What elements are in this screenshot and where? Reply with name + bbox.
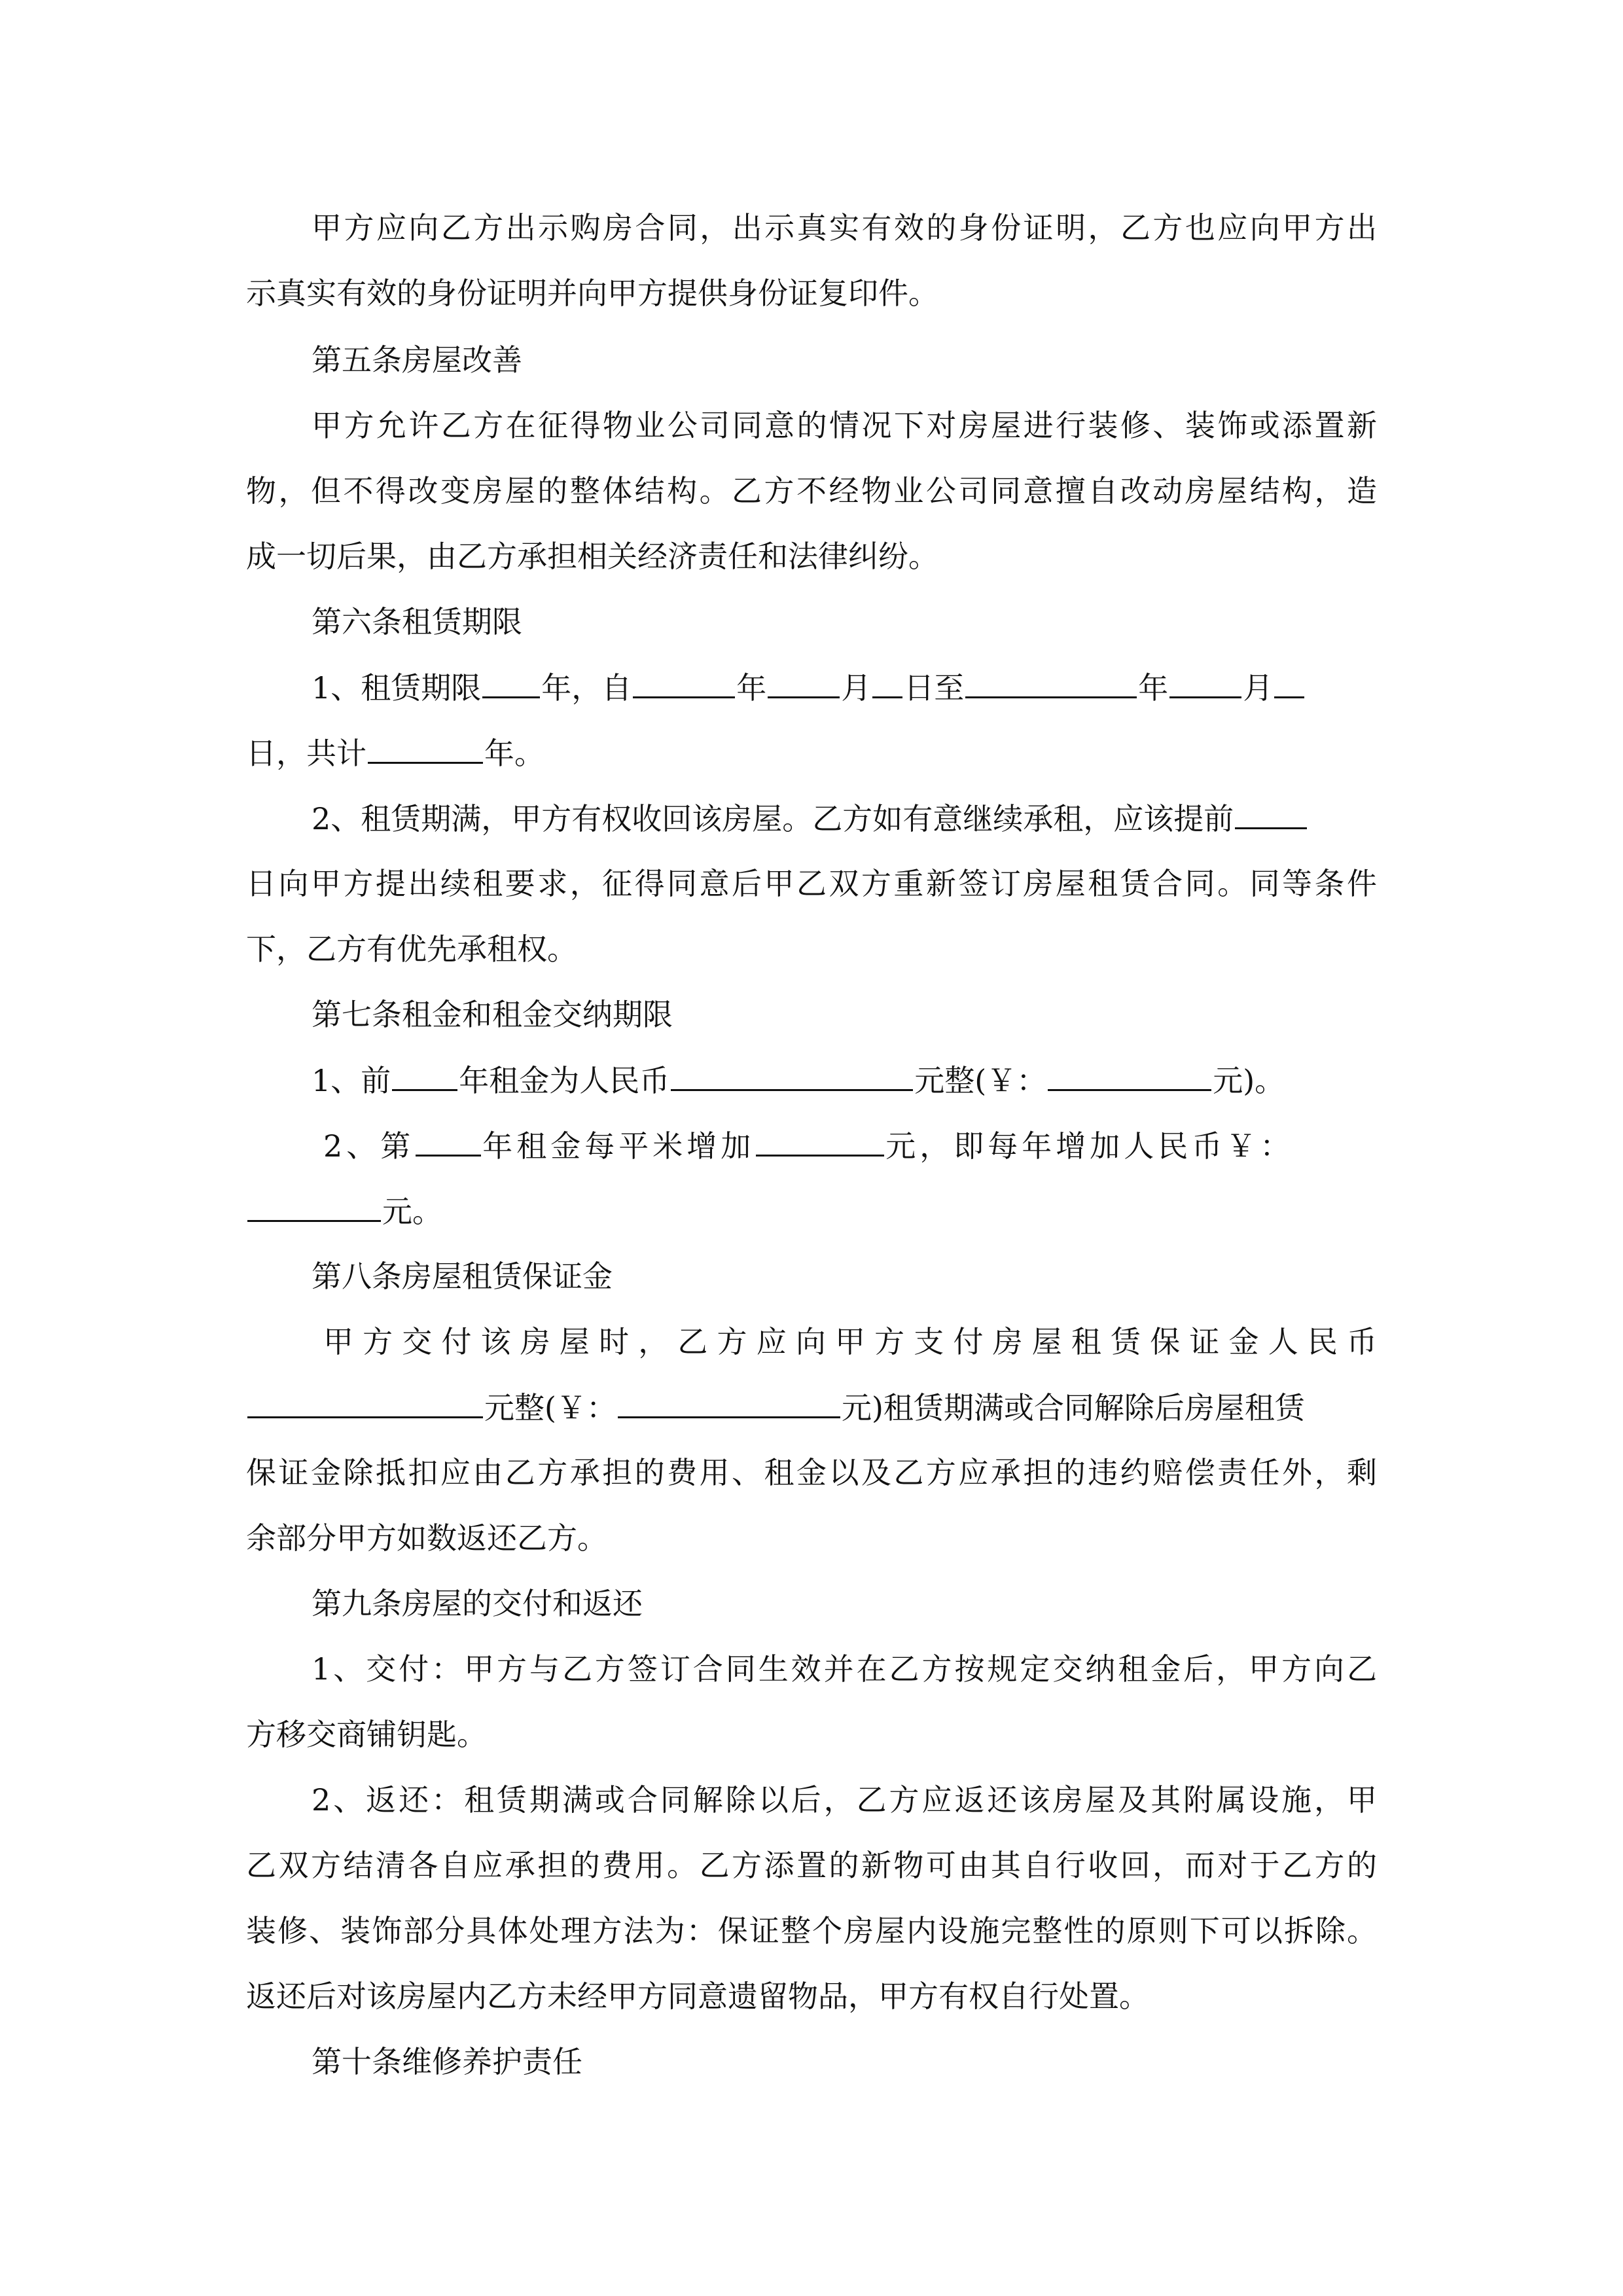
paragraph-line: 1、交付：甲方与乙方签订合同生效并在乙方按规定交纳租金后，甲方向乙 <box>312 1651 1377 1687</box>
rent-line <box>246 1191 442 1231</box>
paragraph-line: 乙双方结清各自应承担的费用。乙方添置的新物可由其自行收回，而对于乙方的 <box>246 1848 1377 1883</box>
term-text: 月 <box>1243 670 1274 706</box>
term-text: 1、租赁期限 <box>312 670 482 706</box>
paragraph-line: 甲方交付该房屋时，乙方应向甲方支付房屋租赁保证金人民币 <box>323 1324 1377 1359</box>
blank-field <box>756 1126 884 1157</box>
rent-text: 1、前 <box>312 1063 391 1098</box>
deposit-text: 元)租赁期满或合同解除后房屋租赁 <box>841 1390 1305 1426</box>
paragraph-line: 保证金除抵扣应由乙方承担的费用、租金以及乙方应承担的违约赔偿责任外，剩 <box>246 1455 1377 1490</box>
blank-field <box>1235 798 1307 829</box>
paragraph-line: 返还后对该房屋内乙方未经甲方同意遗留物品，甲方有权自行处置。 <box>246 1979 1149 2014</box>
blank-field <box>965 668 1137 698</box>
section-heading-10: 第十条维修养护责任 <box>312 2044 582 2079</box>
paragraph-line: 甲方应向乙方出示购房合同，出示真实有效的身份证明，乙方也应向甲方出 <box>312 210 1377 245</box>
paragraph-line <box>312 798 1308 838</box>
paragraph-line: 装修、装饰部分具体处理方法为：保证整个房屋内设施完整性的原则下可以拆除。 <box>246 1913 1377 1948</box>
blank-field <box>247 1191 381 1222</box>
paragraph-line: 方移交商铺钥匙。 <box>246 1717 487 1752</box>
paragraph-text: 2、租赁期满，甲方有权收回该房屋。乙方如有意继续承租，应该提前 <box>312 801 1234 836</box>
term-text: 年 <box>1138 670 1169 706</box>
blank-field <box>1048 1060 1211 1091</box>
paragraph-line: 物，但不得改变房屋的整体结构。乙方不经物业公司同意擅自改动房屋结构，造 <box>246 473 1377 509</box>
paragraph-line: 示真实有效的身份证明并向甲方提供身份证复印件。 <box>246 276 938 311</box>
term-text: 年。 <box>484 736 544 771</box>
rent-text: 2、第 <box>323 1128 415 1164</box>
section-heading-5: 第五条房屋改善 <box>312 342 522 378</box>
blank-field <box>247 1388 483 1418</box>
blank-field <box>872 668 902 698</box>
paragraph-line: 日向甲方提出续租要求，征得同意后甲乙双方重新签订房屋租赁合同。同等条件 <box>246 866 1377 901</box>
blank-field <box>1274 668 1304 698</box>
blank-field <box>482 668 540 698</box>
blank-field <box>392 1060 457 1091</box>
lease-term-line <box>246 733 544 773</box>
paragraph-line: 2、返还：租赁期满或合同解除以后，乙方应返还该房屋及其附属设施，甲 <box>312 1782 1377 1818</box>
blank-field <box>618 1388 840 1418</box>
section-heading-8: 第八条房屋租赁保证金 <box>312 1259 613 1294</box>
rent-line <box>312 1060 1285 1100</box>
deposit-text: 元整(￥： <box>484 1390 616 1426</box>
term-text: 年，自 <box>541 670 632 706</box>
rent-text: 元，即每年增加人民币￥： <box>885 1128 1294 1164</box>
paragraph-line: 余部分甲方如数返还乙方。 <box>246 1520 607 1556</box>
rent-text: 元。 <box>382 1194 442 1229</box>
lease-term-line <box>312 668 1306 708</box>
section-heading-9: 第九条房屋的交付和返还 <box>312 1586 643 1621</box>
blank-field <box>768 668 840 698</box>
term-text: 日至 <box>904 670 965 706</box>
section-heading-7: 第七条租金和租金交纳期限 <box>312 997 673 1032</box>
deposit-line <box>246 1388 1305 1427</box>
blank-field <box>671 1060 913 1091</box>
rent-text: 元)。 <box>1213 1063 1285 1098</box>
paragraph-line: 下，乙方有优先承租权。 <box>246 931 577 967</box>
rent-line <box>323 1126 1294 1166</box>
paragraph-line: 甲方允许乙方在征得物业公司同意的情况下对房屋进行装修、装饰或添置新 <box>312 408 1377 443</box>
rent-text: 年租金为人民币 <box>459 1063 670 1098</box>
term-text: 年 <box>736 670 767 706</box>
blank-field <box>368 733 483 764</box>
blank-field <box>416 1126 481 1157</box>
rent-text: 元整(￥： <box>914 1063 1047 1098</box>
blank-field <box>633 668 735 698</box>
section-heading-6: 第六条租赁期限 <box>312 604 522 639</box>
paragraph-line: 成一切后果，由乙方承担相关经济责任和法律纠纷。 <box>246 539 938 574</box>
term-text: 日，共计 <box>246 736 366 771</box>
rent-text: 年租金每平米增加 <box>482 1128 755 1164</box>
blank-field <box>1169 668 1241 698</box>
term-text: 月 <box>841 670 872 706</box>
